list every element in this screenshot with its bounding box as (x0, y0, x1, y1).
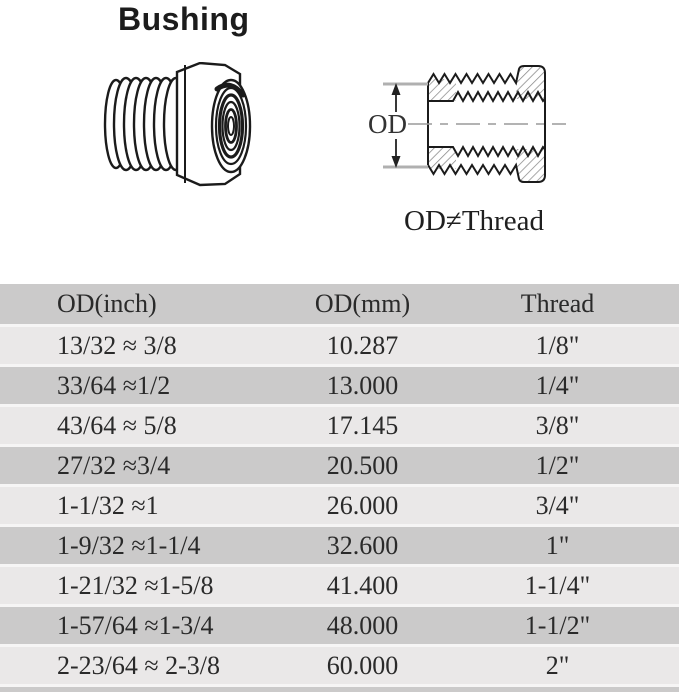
size-table (0, 284, 679, 692)
cell-od-inch: 1-21/32 ≈1-5/8 (57, 570, 214, 600)
column-header-od-inch: OD(inch) (57, 289, 157, 318)
table-row (0, 607, 679, 644)
diagram-caption: OD≠Thread (404, 205, 544, 237)
cell-od-inch: 1-9/32 ≈1-1/4 (57, 530, 201, 560)
cell-od-mm: 10.287 (326, 330, 399, 360)
cell-thread: 1/2" (535, 450, 580, 480)
cell-od-mm: 48.000 (326, 610, 399, 640)
table-bottom-strip (0, 687, 679, 692)
cell-thread: 1-1/4" (524, 570, 591, 600)
cell-thread: 1" (545, 530, 570, 560)
table-row (0, 447, 679, 484)
cell-od-inch: 2-23/64 ≈ 2-3/8 (57, 650, 221, 680)
table-row (0, 567, 679, 604)
table-row (0, 487, 679, 524)
table-row (0, 367, 679, 404)
cell-od-inch: 27/32 ≈3/4 (57, 450, 171, 480)
cell-od-inch: 13/32 ≈ 3/8 (57, 330, 177, 360)
cell-od-mm: 26.000 (326, 490, 399, 520)
cell-od-mm: 13.000 (326, 370, 399, 400)
column-header-thread: Thread (520, 289, 595, 318)
table-row (0, 647, 679, 684)
cell-od-inch: 33/64 ≈1/2 (57, 370, 171, 400)
cross-section-diagram (340, 55, 580, 205)
cell-od-mm: 20.500 (326, 450, 399, 480)
od-dimension-label: OD (368, 109, 407, 139)
cell-thread: 1-1/2" (524, 610, 591, 640)
bushing-illustration (103, 62, 268, 187)
table-row (0, 527, 679, 564)
cell-thread: 1/8" (535, 330, 580, 360)
cell-thread: 2" (545, 650, 570, 680)
cell-od-inch: 43/64 ≈ 5/8 (57, 410, 177, 440)
table-row (0, 407, 679, 444)
cell-thread: 1/4" (535, 370, 580, 400)
table-header-row (0, 284, 679, 324)
cell-thread: 3/4" (535, 490, 580, 520)
cell-od-inch: 1-57/64 ≈1-3/4 (57, 610, 214, 640)
column-header-od-mm: OD(mm) (314, 289, 411, 318)
page-title: Bushing (118, 1, 250, 37)
cell-thread: 3/8" (535, 410, 580, 440)
table-row (0, 327, 679, 364)
cell-od-mm: 17.145 (326, 410, 399, 440)
cell-od-mm: 32.600 (326, 530, 399, 560)
od-dimension (368, 83, 428, 168)
cell-od-inch: 1-1/32 ≈1 (57, 490, 159, 520)
cell-od-mm: 60.000 (326, 650, 399, 680)
cell-od-mm: 41.400 (326, 570, 399, 600)
